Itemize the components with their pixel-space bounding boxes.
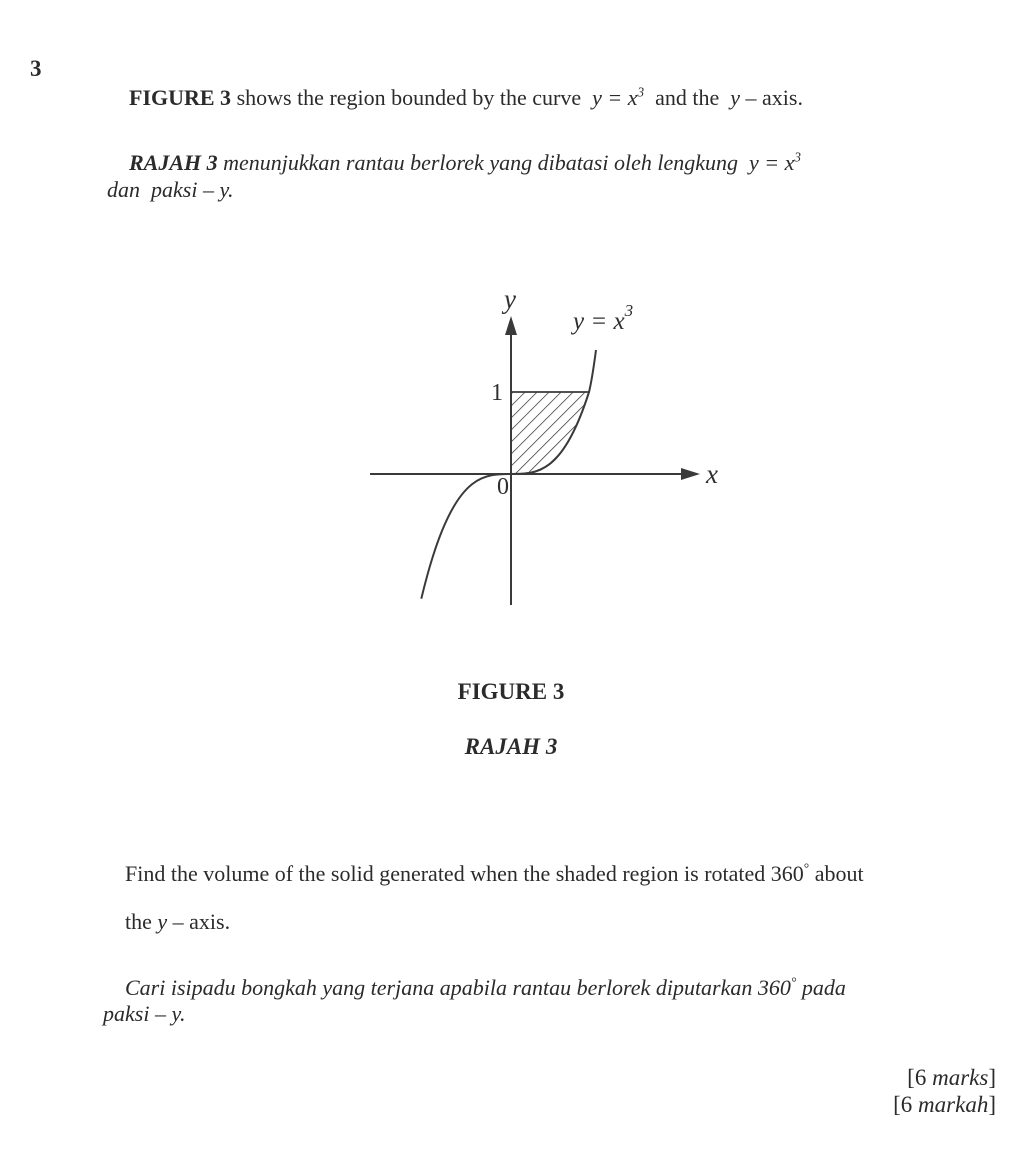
figure-reference-bold: FIGURE 3	[129, 84, 232, 110]
degree-symbol: °	[803, 860, 810, 876]
rajah-reference-bold: RAJAH 3	[129, 149, 218, 175]
equation-exponent: 3	[637, 84, 645, 100]
figure-3-graph	[360, 280, 730, 620]
degree-symbol-ms: °	[790, 974, 797, 990]
marks-ms-word: markah	[918, 1092, 989, 1117]
curve-label-exponent: 3	[624, 301, 634, 320]
marks-ms-bracket-open: [6	[893, 1092, 919, 1117]
task-en-text-2: about	[809, 860, 864, 886]
equation-y-equals-x-ms: y = x	[749, 149, 795, 175]
intro-en-text-3: – axis.	[740, 84, 803, 110]
figure-caption-english: FIGURE 3	[457, 679, 565, 704]
marks-ms-bracket-close: ]	[988, 1092, 996, 1117]
curve-label	[570, 301, 633, 335]
task-en2-text-1: the	[125, 908, 158, 934]
axis-variable-y-2: y	[157, 908, 168, 934]
marks-en-bracket-close: ]	[988, 1065, 996, 1090]
intro-ms-text-1: menunjukkan rantau berlorek yang dibatasi oleh lengkung	[217, 149, 750, 175]
question-number: 3	[30, 56, 42, 81]
tick-label-1: 1	[491, 380, 503, 406]
intro-en-text-1: shows the region bounded by the curve	[231, 84, 593, 110]
task-en2-text-2: – axis.	[167, 908, 231, 934]
axis-variable-y: y	[730, 84, 741, 110]
angle-value-ms: 360	[757, 974, 791, 1000]
y-axis-arrow-icon	[505, 316, 517, 335]
equation-exponent-ms: 3	[794, 149, 801, 165]
marks-en-word: marks	[932, 1065, 989, 1090]
figure-caption-malay: RAJAH 3	[464, 734, 558, 759]
origin-label: 0	[497, 474, 509, 500]
marks-en-bracket-open: [6	[907, 1065, 933, 1090]
angle-value: 360	[770, 860, 804, 886]
shaded-region	[511, 392, 589, 474]
task-malay-line2: paksi – y.	[103, 1001, 186, 1026]
x-axis-label: x	[706, 459, 718, 489]
marks-malay	[870, 1066, 996, 1144]
x-axis-arrow-icon	[681, 468, 700, 480]
intro-malay-line2: dan paksi – y.	[107, 177, 234, 202]
intro-en-text-2: and the	[644, 84, 731, 110]
task-ms-text-2: pada	[796, 974, 846, 1000]
task-ms-text-1: Cari isipadu bongkah yang terjana apabila rantau berlorek diputarkan	[125, 974, 758, 1000]
y-axis-label: y	[504, 284, 516, 314]
equation-y-equals-x: y = x	[592, 84, 638, 110]
curve-label-base: y = x	[573, 308, 625, 335]
task-en-text-1: Find the volume of the solid generated when the shaded region is rotated	[125, 860, 771, 886]
